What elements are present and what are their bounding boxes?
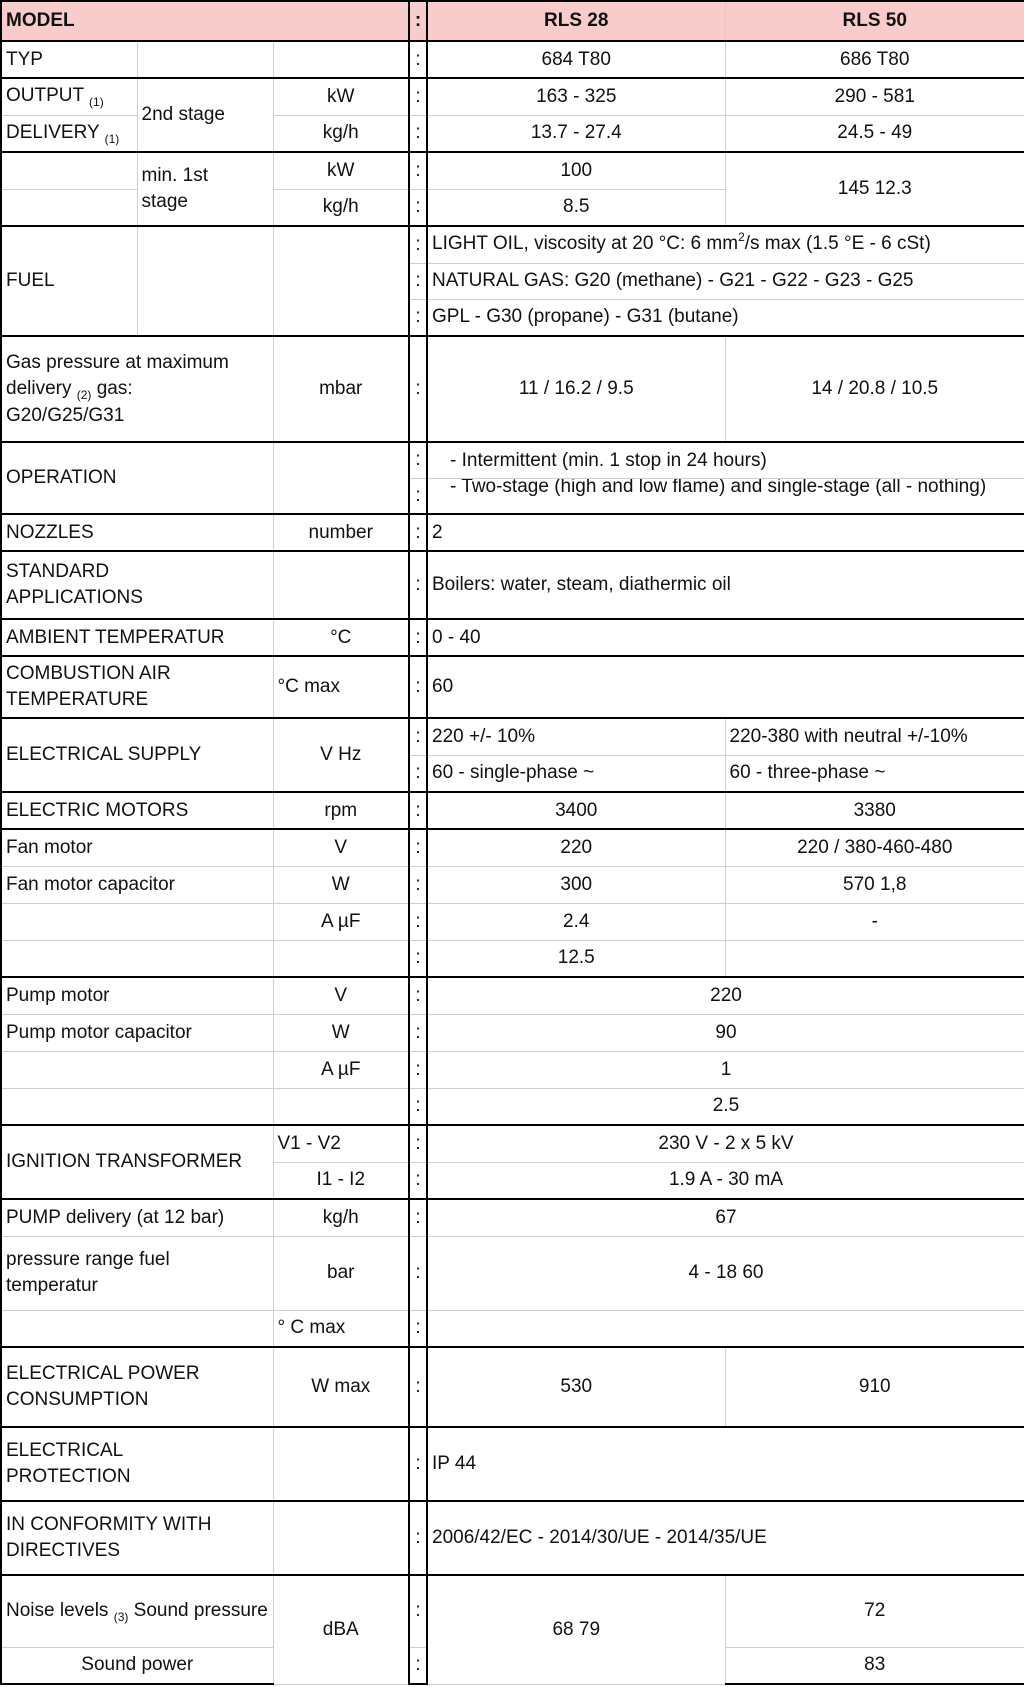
- min-kw-rls28: 100: [427, 152, 725, 189]
- pressure-value: 4 - 18 60: [427, 1236, 1024, 1310]
- fan-w-rls28: 300: [427, 866, 725, 903]
- fan-motor-label: Fan motor: [1, 829, 273, 866]
- nozzles-row: NOZZLES number : 2: [1, 514, 1024, 551]
- pump-unit-v: V: [273, 977, 409, 1014]
- pump-uf-row: : 2.5: [1, 1088, 1024, 1125]
- operation-label: OPERATION: [1, 442, 273, 514]
- ambient-row: AMBIENT TEMPERATUR °C : 0 - 40: [1, 619, 1024, 656]
- motors-unit: rpm: [273, 792, 409, 829]
- motors-label: ELECTRIC MOTORS: [1, 792, 273, 829]
- fan-a-row: A µF : 2.4 -: [1, 903, 1024, 940]
- power-label: ELECTRICAL POWER CONSUMPTION: [1, 1347, 273, 1427]
- header-model: MODEL: [1, 1, 409, 41]
- conformity-value: 2006/42/EC - 2014/30/UE - 2014/35/UE: [427, 1501, 1024, 1575]
- noise-rls50-power: 83: [725, 1647, 1024, 1684]
- output-stage2-kgh-rls28: 13.7 - 27.4: [427, 115, 725, 152]
- fan-w-rls50: 570 1,8: [725, 866, 1024, 903]
- pressure-label: pressure range fuel temperatur: [1, 1236, 273, 1310]
- electrical-supply-row-1: ELECTRICAL SUPPLY V Hz : 220 +/- 10% 220-380 with neutral +/-10%: [1, 718, 1024, 755]
- pump-a: 1: [427, 1051, 1024, 1088]
- fan-v-row: Fan motor V : 220 220 / 380-460-480: [1, 829, 1024, 866]
- fan-capacitor-label: Fan motor capacitor: [1, 866, 273, 903]
- pressure-unit-c: ° C max: [273, 1310, 409, 1347]
- ignition-i: 1.9 A - 30 mA: [427, 1162, 1024, 1199]
- standard-value: Boilers: water, steam, diathermic oil: [427, 551, 1024, 619]
- ignition-unit-v: V1 - V2: [273, 1125, 409, 1162]
- nozzles-unit: number: [273, 514, 409, 551]
- pump-v-row: Pump motor V : 220: [1, 977, 1024, 1014]
- fan-v-rls28: 220: [427, 829, 725, 866]
- noise-label: Noise levels $_{(3)}$ Sound pressure: [1, 1575, 273, 1647]
- output-unit-kw: kW: [273, 78, 409, 115]
- pump-motor-label: Pump motor: [1, 977, 273, 1014]
- pump-delivery-row: PUMP delivery (at 12 bar) kg/h : 67: [1, 1199, 1024, 1236]
- min-stage-kw-row: min. 1st stage kW : 100 145 12.3: [1, 152, 1024, 189]
- pressure-temp-row: ° C max :: [1, 1310, 1024, 1347]
- fan-w-row: Fan motor capacitor W : 300 570 1,8: [1, 866, 1024, 903]
- min-stage-kgh-row: kg/h : 8.5: [1, 189, 1024, 226]
- pump-delivery-label: PUMP delivery (at 12 bar): [1, 1199, 273, 1236]
- protection-label: ELECTRICAL PROTECTION: [1, 1427, 273, 1501]
- min-unit-kw: kW: [273, 152, 409, 189]
- fan-unit-v: V: [273, 829, 409, 866]
- electrical-supply-label: ELECTRICAL SUPPLY: [1, 718, 273, 792]
- standard-label: STANDARD APPLICATIONS: [1, 551, 273, 619]
- combustion-unit: °C max: [273, 656, 409, 718]
- pump-a-row: A µF : 1: [1, 1051, 1024, 1088]
- pump-uf: 2.5: [427, 1088, 1024, 1125]
- pressure-row: pressure range fuel temperatur bar : 4 - 18 60: [1, 1236, 1024, 1310]
- typ-label: TYP: [1, 41, 137, 78]
- sound-power-label: Sound power: [1, 1647, 273, 1684]
- ignition-v-row: IGNITION TRANSFORMER V1 - V2 : 230 V - 2 x 5 kV: [1, 1125, 1024, 1162]
- ambient-unit: °C: [273, 619, 409, 656]
- min-unit-kgh: kg/h: [273, 189, 409, 226]
- protection-value: IP 44: [427, 1427, 1024, 1501]
- pump-w-row: Pump motor capacitor W : 90: [1, 1014, 1024, 1051]
- sound-power-row: Sound power : 83: [1, 1647, 1024, 1684]
- output-stage2-kgh-rls50: 24.5 - 49: [725, 115, 1024, 152]
- fan-unit-a: A µF: [273, 903, 409, 940]
- operation-row-1: OPERATION : - Intermittent (min. 1 stop in 24 hours): [1, 442, 1024, 478]
- pump-unit-a: A µF: [273, 1051, 409, 1088]
- electrical-supply-rls28-b: 60 - single-phase ~: [427, 755, 725, 792]
- header-rls50: RLS 50: [725, 1, 1024, 41]
- electrical-supply-row-2: : 60 - single-phase ~ 60 - three-phase ~: [1, 755, 1024, 792]
- motors-row: ELECTRIC MOTORS rpm : 3400 3380: [1, 792, 1024, 829]
- electrical-supply-rls50-b: 60 - three-phase ~: [725, 755, 1024, 792]
- typ-rls28: 684 T80: [427, 41, 725, 78]
- output-kgh-row: DELIVERY $_{(1)}$ kg/h : 13.7 - 27.4 24.5 - 49: [1, 115, 1024, 152]
- output-kw-row: OUTPUT $_{(1)}$ 2nd stage kW : 163 - 325 290 - 581: [1, 78, 1024, 115]
- conformity-label: IN CONFORMITY WITH DIRECTIVES: [1, 1501, 273, 1575]
- min-stage-label: min. 1st stage: [137, 152, 273, 226]
- motors-rls28: 3400: [427, 792, 725, 829]
- electrical-supply-rls50-a: 220-380 with neutral +/-10%: [725, 718, 1024, 755]
- combustion-value: 60: [427, 656, 1024, 718]
- combustion-row: COMBUSTION AIR TEMPERATURE °C max : 60: [1, 656, 1024, 718]
- header-row: [1, 1, 1024, 41]
- pressure-unit-bar: bar: [273, 1236, 409, 1310]
- pump-unit-w: W: [273, 1014, 409, 1051]
- gas-pressure-label: Gas pressure at maximum delivery $_{(2)}$ gas: G20/G25/G31: [1, 336, 273, 442]
- ignition-v: 230 V - 2 x 5 kV: [427, 1125, 1024, 1162]
- operation-row-2: : - Two-stage (high and low flame) and single-stage (all - nothing): [1, 478, 1024, 514]
- gas-pressure-rls28: 11 / 16.2 / 9.5: [427, 336, 725, 442]
- gas-pressure-row: Gas pressure at maximum delivery $_{(2)}$ gas: G20/G25/G31 mbar : 11 / 16.2 / 9.5 14 / 20.8 / 10.5: [1, 336, 1024, 442]
- ambient-value: 0 - 40: [427, 619, 1024, 656]
- nozzles-value: 2: [427, 514, 1024, 551]
- standard-row: STANDARD APPLICATIONS : Boilers: water, steam, diathermic oil: [1, 551, 1024, 619]
- output-stage2-kw-rls50: 290 - 581: [725, 78, 1024, 115]
- pump-w: 90: [427, 1014, 1024, 1051]
- conformity-row: IN CONFORMITY WITH DIRECTIVES : 2006/42/EC - 2014/30/UE - 2014/35/UE: [1, 1501, 1024, 1575]
- fan-uf-rls28: 12.5: [427, 940, 725, 977]
- min-kgh-rls28: 8.5: [427, 189, 725, 226]
- power-row: ELECTRICAL POWER CONSUMPTION W max : 530 910: [1, 1347, 1024, 1427]
- output-stage2: 2nd stage: [137, 78, 273, 152]
- noise-row: Noise levels $_{(3)}$ Sound pressure dBA : 68 79 72: [1, 1575, 1024, 1647]
- header-colon: :: [409, 1, 427, 41]
- fan-a-rls50: -: [725, 903, 1024, 940]
- fuel-gas: NATURAL GAS: G20 (methane) - G21 - G22 - G23 - G25: [427, 263, 1024, 299]
- delivery-label: DELIVERY $_{(1)}$: [1, 115, 137, 152]
- ignition-label: IGNITION TRANSFORMER: [1, 1125, 273, 1199]
- noise-unit: dBA: [273, 1575, 409, 1684]
- power-rls28: 530: [427, 1347, 725, 1427]
- fan-unit-w: W: [273, 866, 409, 903]
- ignition-unit-i: I1 - I2: [273, 1162, 409, 1199]
- motors-rls50: 3380: [725, 792, 1024, 829]
- power-rls50: 910: [725, 1347, 1024, 1427]
- operation-line-2: - Two-stage (high and low flame) and single-stage (all - nothing): [427, 478, 1024, 514]
- output-unit-kgh: kg/h: [273, 115, 409, 152]
- electrical-supply-unit: V Hz: [273, 718, 409, 792]
- protection-row: ELECTRICAL PROTECTION : IP 44: [1, 1427, 1024, 1501]
- fan-a-rls28: 2.4: [427, 903, 725, 940]
- fuel-gpl: GPL - G30 (propane) - G31 (butane): [427, 299, 1024, 336]
- min-rls50: 145 12.3: [725, 152, 1024, 226]
- output-label: OUTPUT $_{(1)}$: [1, 78, 137, 115]
- pump-delivery-unit: kg/h: [273, 1199, 409, 1236]
- power-unit: W max: [273, 1347, 409, 1427]
- fuel-oil: LIGHT OIL, viscosity at 20 °C: 6 $mm^2/s$ max (1.5 °E - 6 cSt): [427, 226, 1024, 263]
- typ-rls50: 686 T80: [725, 41, 1024, 78]
- pump-v: 220: [427, 977, 1024, 1014]
- operation-line-1: - Intermittent (min. 1 stop in 24 hours): [427, 442, 1024, 478]
- noise-rls28: 68 79: [427, 1575, 725, 1684]
- pump-capacitor-label: Pump motor capacitor: [1, 1014, 273, 1051]
- header-rls28: RLS 28: [427, 1, 725, 41]
- fuel-oil-row: FUEL : LIGHT OIL, viscosity at 20 °C: 6 $mm^2/s$ max (1.5 °E - 6 cSt): [1, 226, 1024, 263]
- fan-v-rls50: 220 / 380-460-480: [725, 829, 1024, 866]
- pump-delivery-value: 67: [427, 1199, 1024, 1236]
- noise-rls50-pressure: 72: [725, 1575, 1024, 1647]
- fuel-gas-row: : NATURAL GAS: G20 (methane) - G21 - G22 - G23 - G25: [1, 263, 1024, 299]
- ambient-label: AMBIENT TEMPERATUR: [1, 619, 273, 656]
- combustion-label: COMBUSTION AIR TEMPERATURE: [1, 656, 273, 718]
- gas-pressure-rls50: 14 / 20.8 / 10.5: [725, 336, 1024, 442]
- typ-row: TYP : 684 T80 686 T80: [1, 41, 1024, 78]
- output-stage2-kw-rls28: 163 - 325: [427, 78, 725, 115]
- nozzles-label: NOZZLES: [1, 514, 273, 551]
- gas-pressure-unit: mbar: [273, 336, 409, 442]
- fuel-label: FUEL: [1, 226, 137, 336]
- ignition-i-row: I1 - I2 : 1.9 A - 30 mA: [1, 1162, 1024, 1199]
- fan-uf-row: : 12.5: [1, 940, 1024, 977]
- fuel-gpl-row: : GPL - G30 (propane) - G31 (butane): [1, 299, 1024, 336]
- electrical-supply-rls28-a: 220 +/- 10%: [427, 718, 725, 755]
